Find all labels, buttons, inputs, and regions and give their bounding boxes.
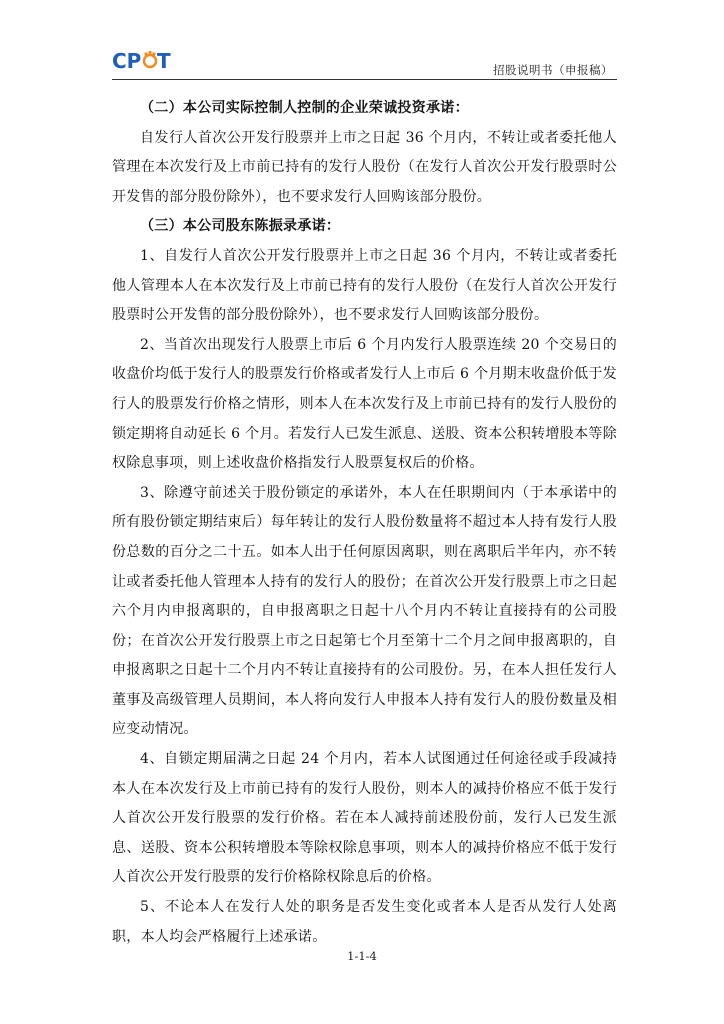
svg-text:CP: CP <box>112 49 142 73</box>
section-heading-3: （三）本公司股东陈振录承诺： <box>140 218 341 235</box>
paragraph: 3、除遵守前述关于股份锁定的承诺外，本人在任职期间内（于本承诺中的所有股份锁定期结束后）每年转让的发行人股份数量将不超过本人持有发行人股份总数的百分之二十五。如本人出于任何原因离职，则在离职后半年内，亦不转让或者委托他人管理本人持有的发行人的股份；在首次公开发行股票上市之日起六个月内申报离职的，自申报离职之日起十八个月内不转让直接持有的公司股份；在首次公开发行股票上市之日起第七个月至第十二个月之间申报离职的，自申报离职之日起十二个月内不转让直接持有的公司股份。另，在本人担任发行人董事及高级管理人员期间，本人将向发行人申报本人持有发行人的股份数量及相应变动情况。 <box>112 484 617 738</box>
paragraph: 1、自发行人首次公开发行股票并上市之日起 36 个月内，不转让或者委托他人管理本人在本次发行及上市前已持有的发行人股份（在发行人首次公开发行股票时公开发售的部分股份除外），也不要求发行人回购该部分股份。 <box>112 247 617 324</box>
page-header <box>112 46 617 80</box>
svg-text:T: T <box>157 49 171 73</box>
page-number: 1-1-4 <box>347 949 377 963</box>
paragraph: 2、当首次出现发行人股票上市后 6 个月内发行人股票连续 20 个交易日的收盘价均低于发行人的股票发行价格或者发行人上市后 6 个月期末收盘价低于发行人的股票发行价格之情形，则本人在本次发行及上市前已持有的发行人股份的锁定期将自动延长 6 个月。若发行人已发生派息、送股、资本公积转增股本等除权除息事项，则上述收盘价格指发行人股票复权后的价格。 <box>112 336 617 472</box>
section-heading-2: （二）本公司实际控制人控制的企业荣诚投资承诺： <box>140 100 469 116</box>
company-logo <box>112 46 182 76</box>
cpet-logo-icon <box>112 48 182 74</box>
header-divider <box>112 79 617 80</box>
paragraph: 自发行人首次公开发行股票并上市之日起 36 个月内，不转让或者委托他人管理在本次发行及上市前已持有的发行人股份（在发行人首次公开发行股票时公开发售的部分股份除外），也不要求发行人回购该部分股份。 <box>112 129 617 205</box>
paragraph: 5、不论本人在发行人处的职务是否发生变化或者本人是否从发行人处离职，本人均会严格履行上述承诺。 <box>112 899 617 945</box>
document-title: 招股说明书（申报稿） <box>493 63 613 77</box>
document-body <box>112 94 617 952</box>
paragraph: 4、自锁定期届满之日起 24 个月内，若本人试图通过任何途径或手段减持本人在本次发行及上市前已持有的发行人股份，则本人的减持价格应不低于发行人首次公开发行股票的发行价格。若在本人减持前述股份前，发行人已发生派息、送股、资本公积转增股本等除权除息事项，则本人的减持价格应不低于发行人首次公开发行股票的发行价格除权除息后的价格。 <box>112 751 617 886</box>
